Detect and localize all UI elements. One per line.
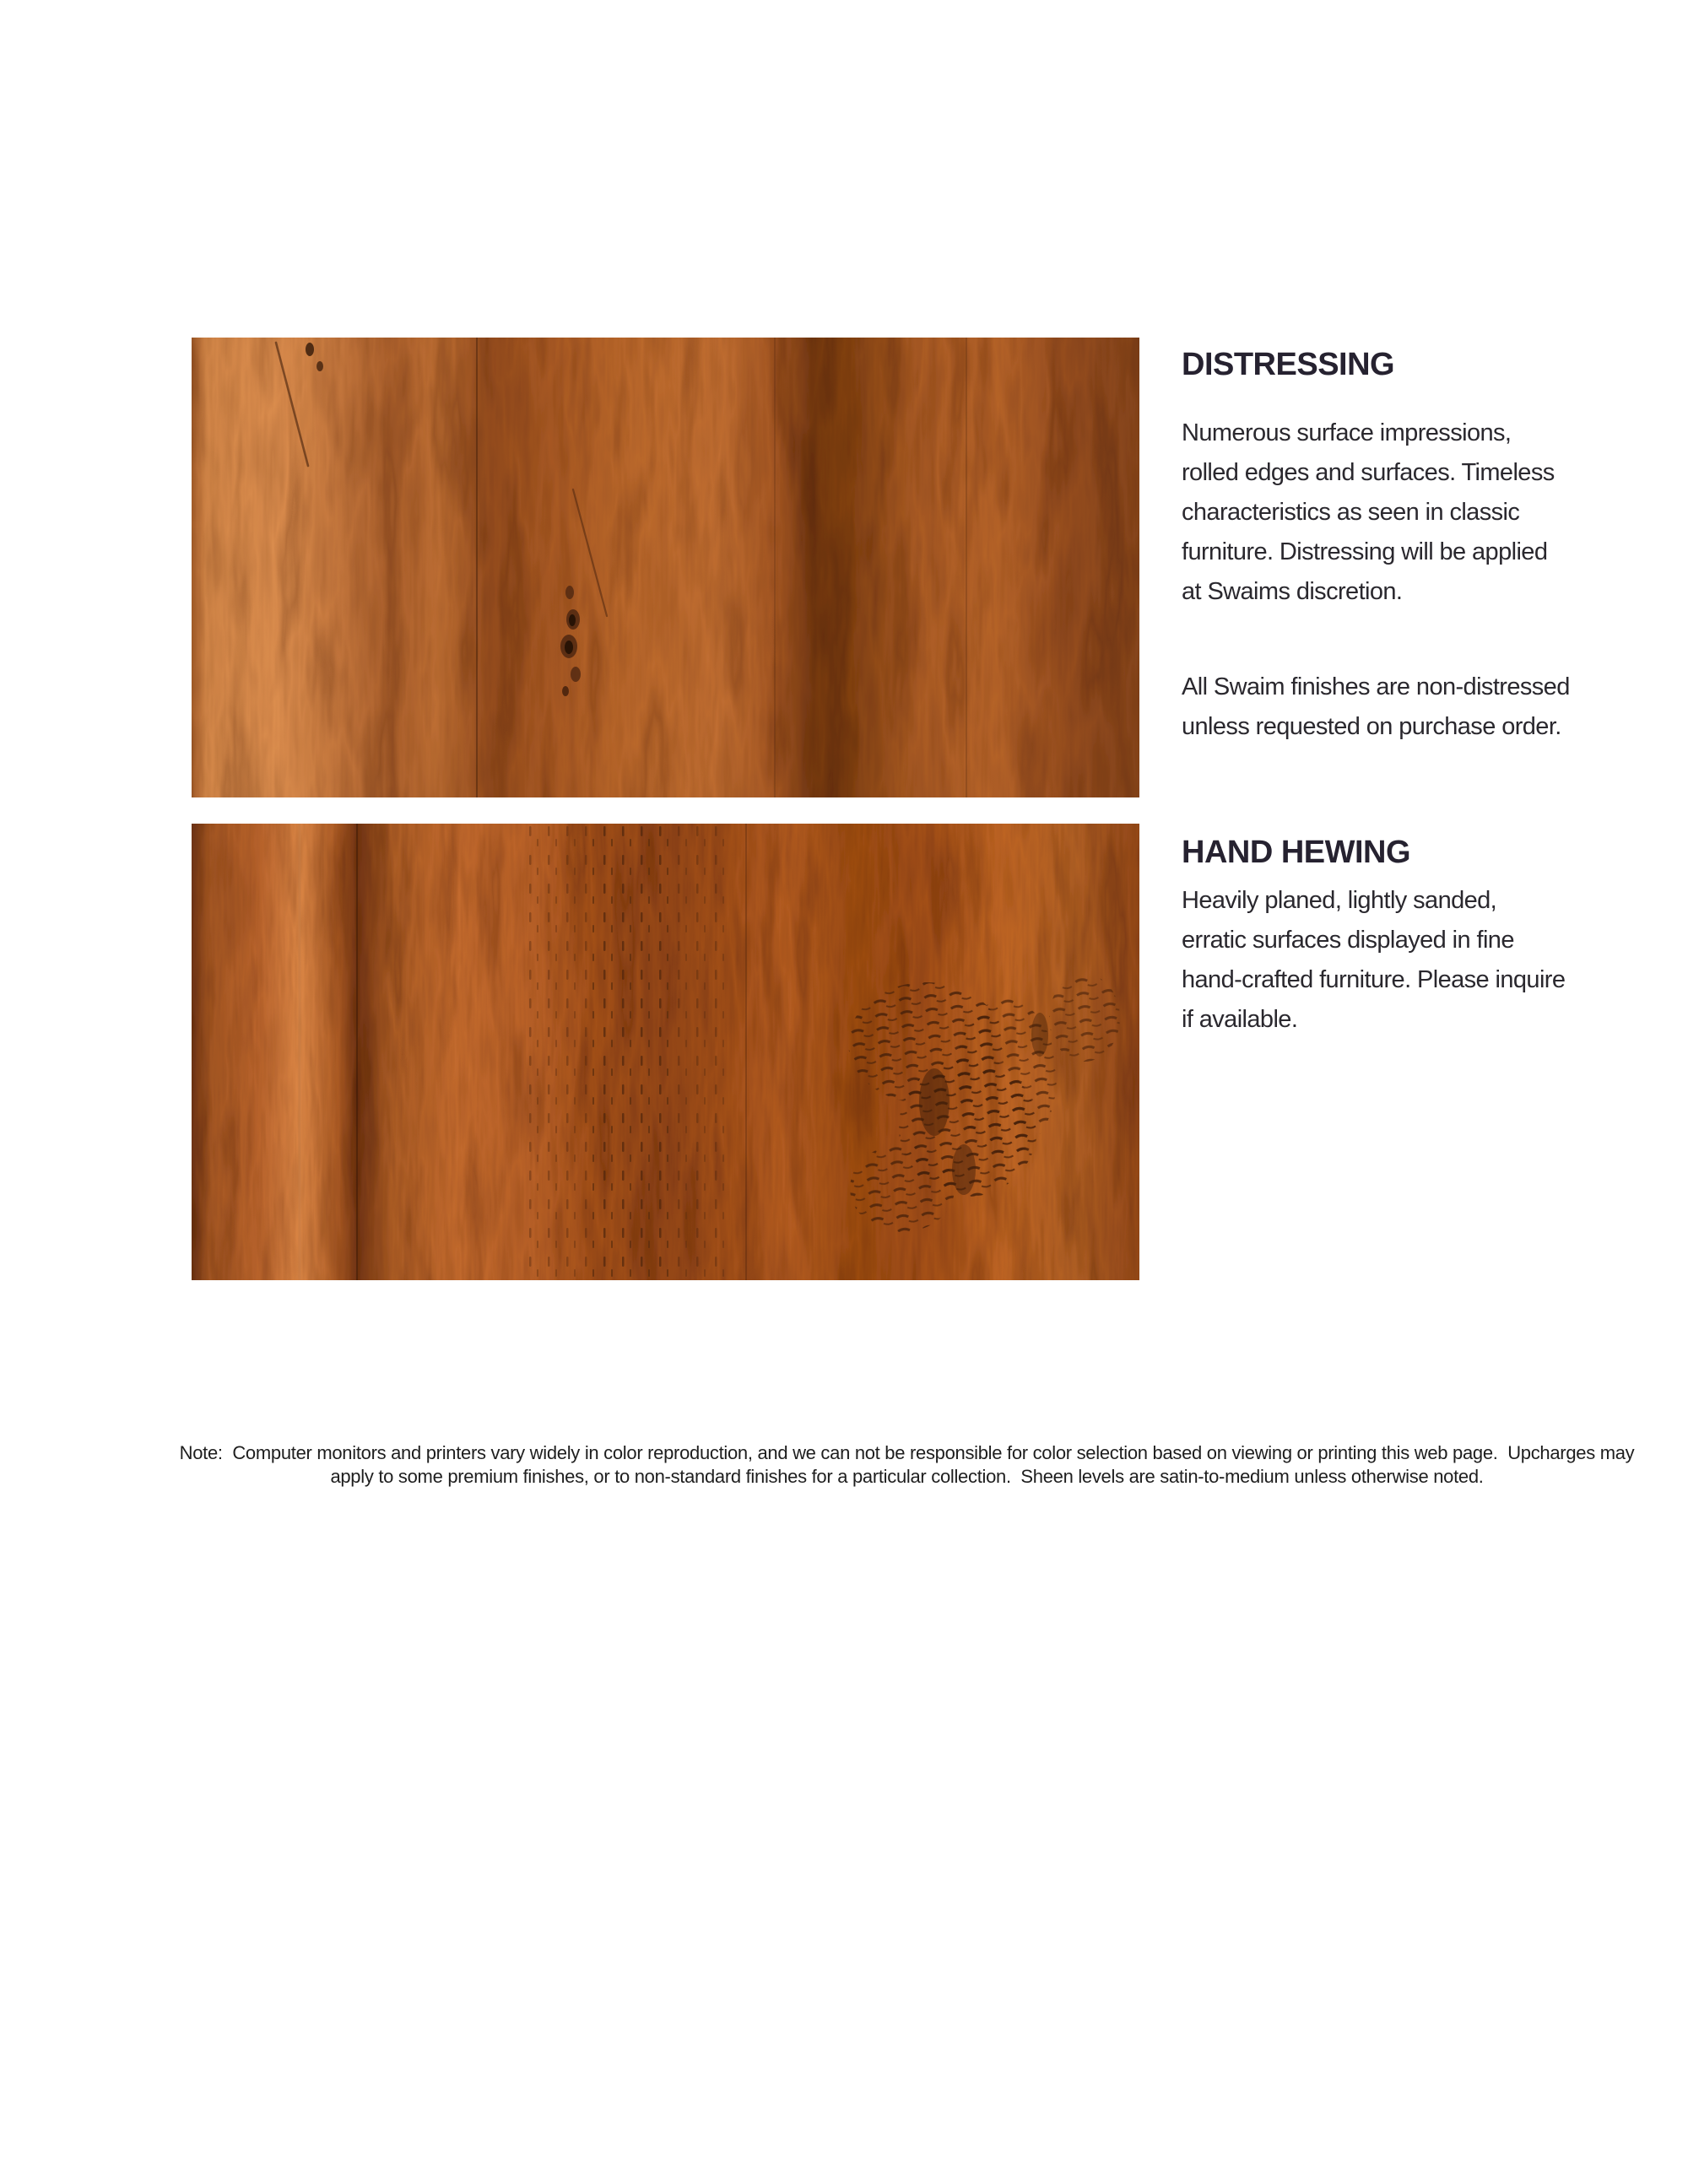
body-line: characteristics as seen in classic <box>1182 499 1520 526</box>
body-line: All Swaim finishes are non-distressed <box>1182 673 1570 700</box>
distressing-wood-sample-image <box>192 338 1139 797</box>
distressing-heading: DISTRESSING <box>1182 347 1395 382</box>
hand-hewing-paragraph <box>1182 881 1620 1040</box>
body-line: at Swaims discretion. <box>1182 578 1403 605</box>
footnote-line: Note: Computer monitors and printers vary widely in color reproduction, and we can not be responsible for color selection based on viewing or printing this web page. Upcharges may <box>179 1442 1635 1463</box>
hand-hewing-wood-sample-image <box>192 824 1139 1280</box>
body-line: if available. <box>1182 1006 1298 1033</box>
footnote <box>179 1441 1635 1489</box>
body-line: erratic surfaces displayed in fine <box>1182 927 1514 954</box>
distressing-wood-grain-illustration <box>192 338 1139 797</box>
footnote-line: apply to some premium finishes, or to non-standard finishes for a particular collection. Sheen levels are satin-to-medium unless otherwise noted. <box>330 1466 1484 1487</box>
distressing-text-block <box>1182 346 1620 747</box>
hand-hewing-wood-grain-illustration <box>192 824 1139 1280</box>
body-line: Numerous surface impressions, <box>1182 419 1512 446</box>
body-line: hand-crafted furniture. Please inquire <box>1182 966 1566 993</box>
hand-hewing-heading: HAND HEWING <box>1182 835 1411 870</box>
body-line: rolled edges and surfaces. Timeless <box>1182 459 1555 486</box>
body-line: furniture. Distressing will be applied <box>1182 538 1548 565</box>
body-line: unless requested on purchase order. <box>1182 713 1561 740</box>
distressing-note-paragraph <box>1182 668 1620 747</box>
distressing-paragraph <box>1182 414 1620 612</box>
body-line: Heavily planed, lightly sanded, <box>1182 887 1497 914</box>
hand-hewing-text-block <box>1182 834 1620 1040</box>
planing-pit-marks <box>529 824 732 1280</box>
